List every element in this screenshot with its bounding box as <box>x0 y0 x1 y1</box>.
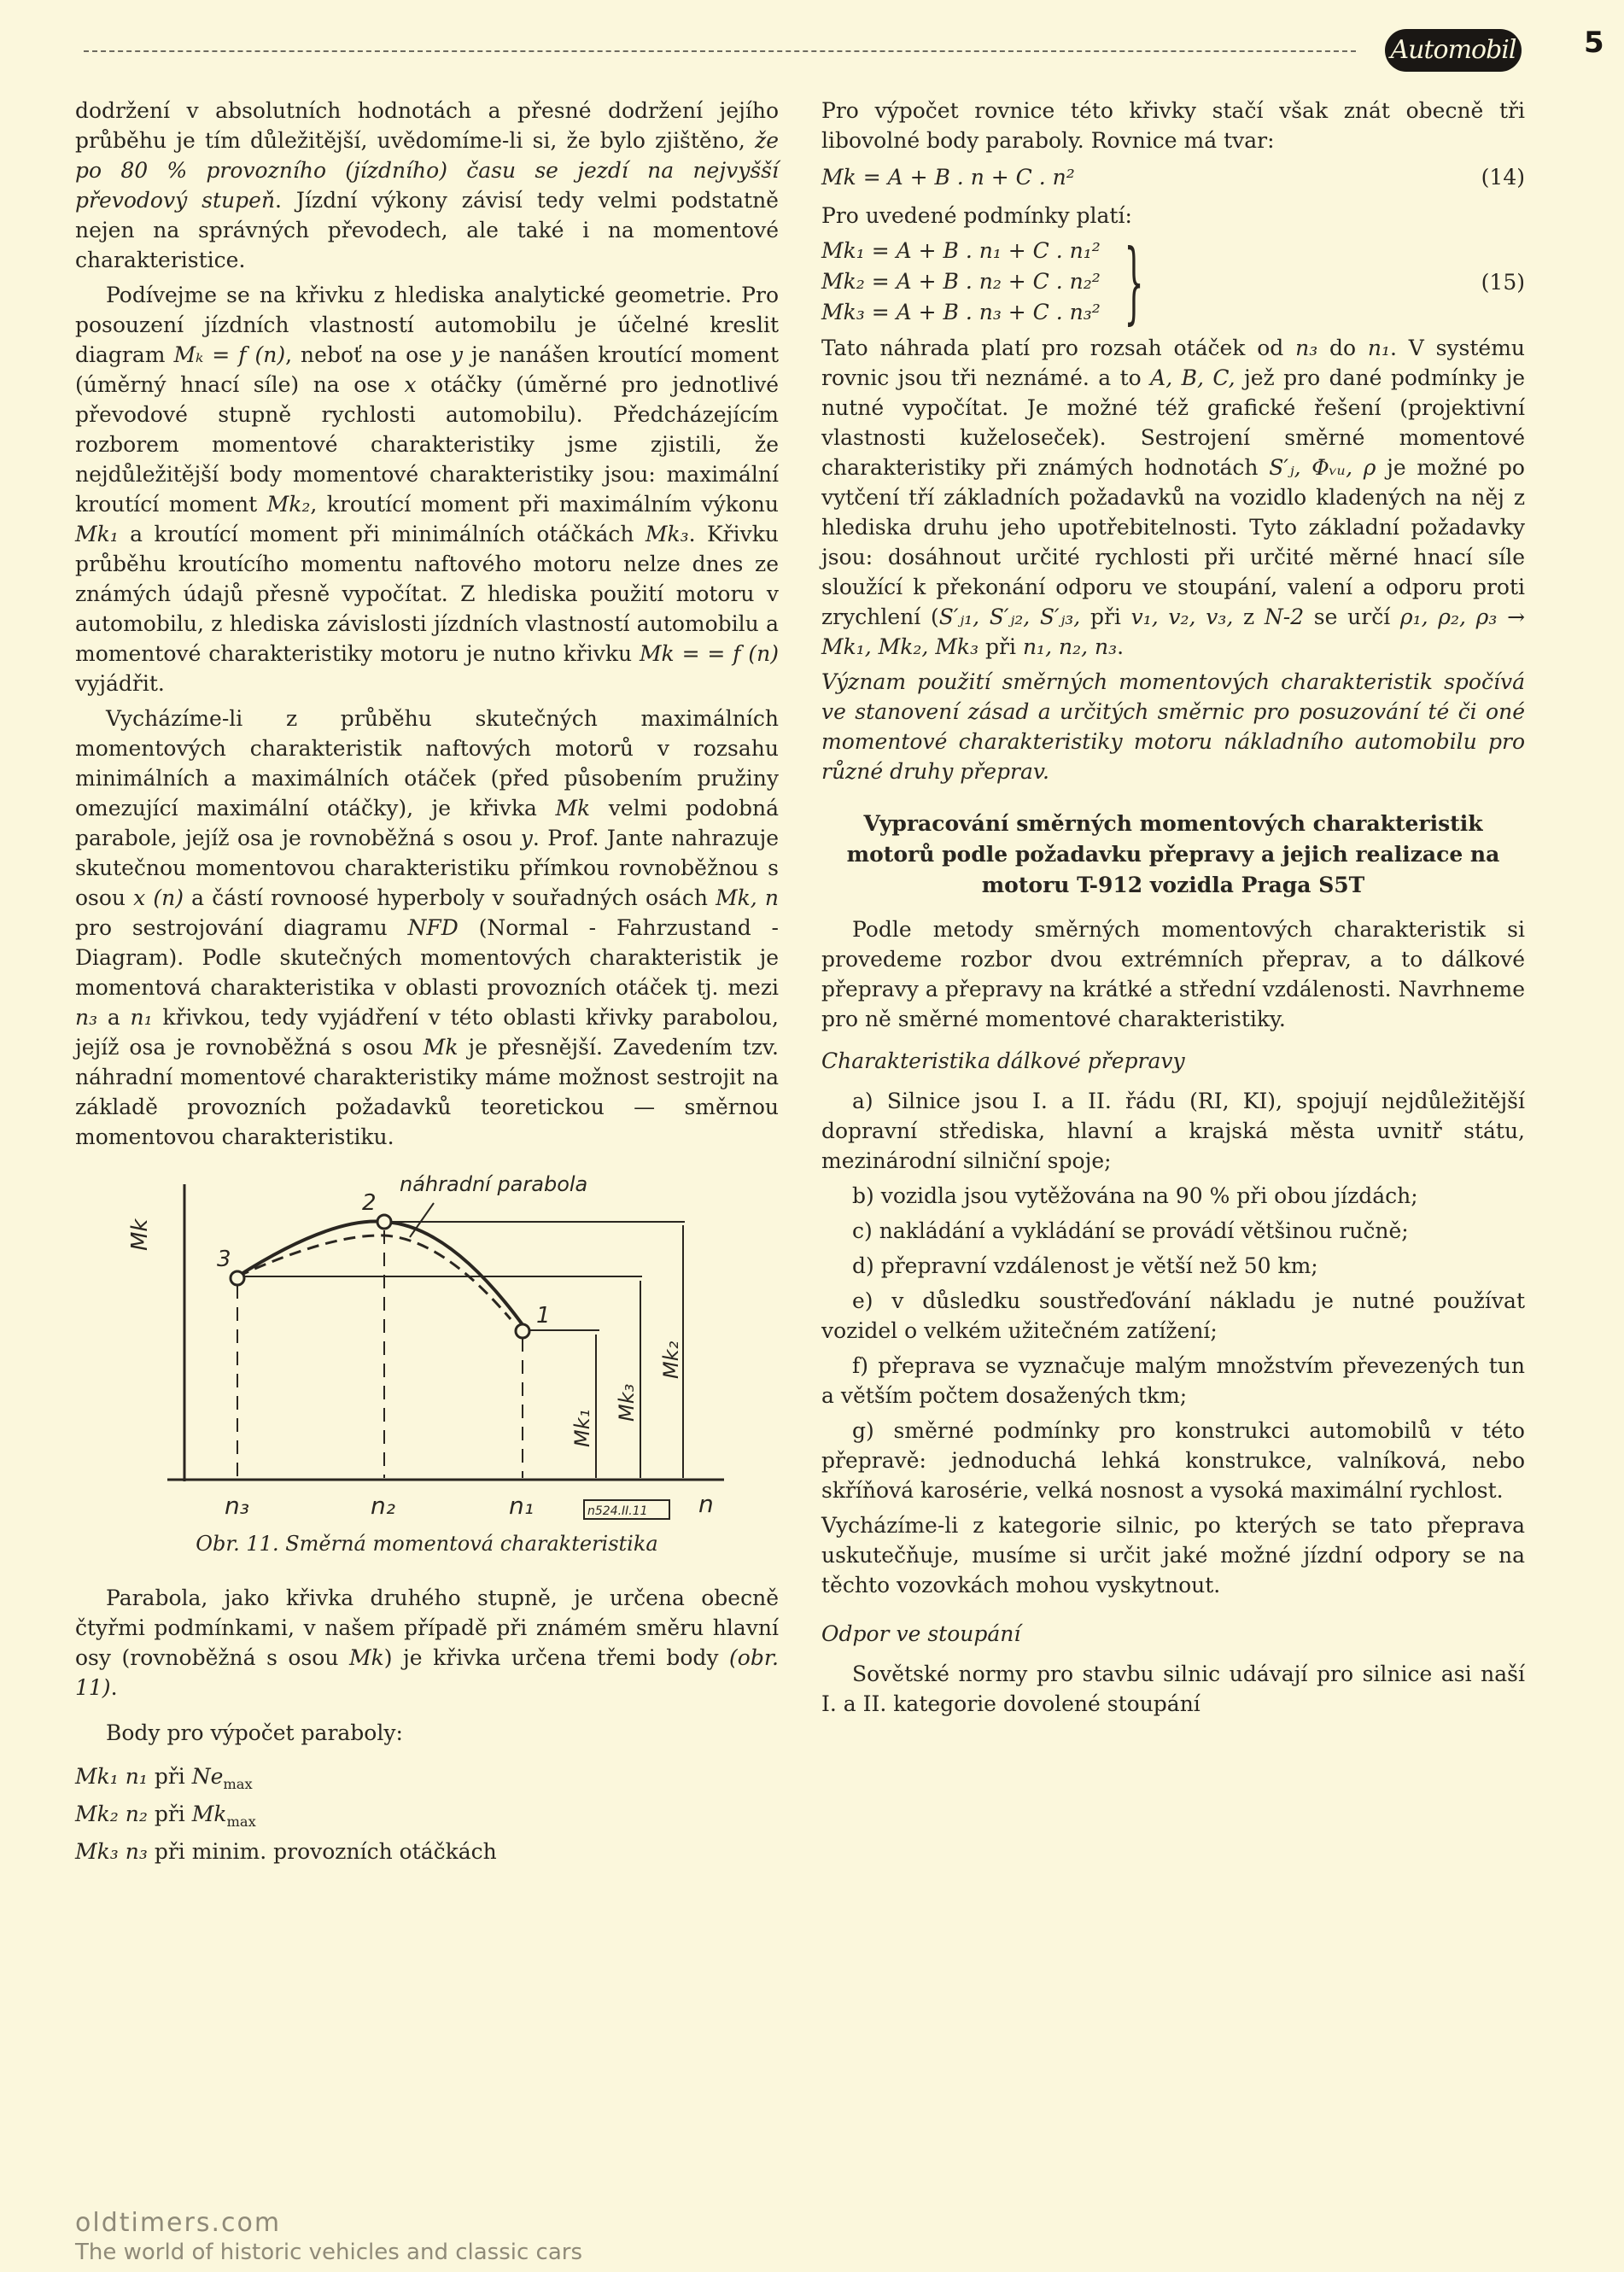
requirements-list <box>821 1086 1525 1505</box>
equation-14 <box>821 162 1525 192</box>
point-3 <box>231 1271 244 1285</box>
subheading: Charakteristika dálkové přepravy <box>821 1048 1185 1073</box>
list-item: d) přepravní vzdálenost je větší než 50 km; <box>852 1253 1318 1278</box>
list-item: c) nakládání a vykládání se provádí většinou ručně; <box>852 1218 1409 1243</box>
header-rule <box>84 50 1356 52</box>
page-number: 5 <box>1584 26 1604 60</box>
point-label-1: 1 <box>536 1303 551 1329</box>
equation-line: Mk₂ = A + B . n₂ + C . n₂² <box>821 269 1101 294</box>
paragraph: Podívejme se na křivku z hlediska analytické geometrie. Pro posouzení jízdních vlastností automobilu je účelné kreslit diagram Mₖ = f (n), neboť na ose y je nanášen kroutící moment (úměrný hnací síle) na ose x otáčky (úměrné pro jednotlivé převodové stupně rychlosti automobilu). Předcházejícím rozborem momentové charakteristiky jsme zjistili, že nejdůležitější body momentové charakteristiky jsou: maximální kroutící moment Mk₂, kroutící moment při maximálním výkonu Mk₁ a kroutící moment při minimálních otáčkách Mk₃. Křivku průběhu kroutícího momentu naftového motoru nelze dnes ze známých údajů přesně vypočítat. Z hlediska použití motoru v automobilu, z hlediska závislosti jízdních vlastností automobilu a momentové charakteristiky motoru je nutno křivku Mk = = f (n) vyjádřit. <box>75 283 780 696</box>
equation-formula: Mk = A + B . n + C . n² <box>821 165 1075 190</box>
paragraph: Parabola, jako křivka druhého stupně, je určena obecně čtyřmi podmínkami, v našem případě při známém směru hlavní osy (rovnoběžná s osou Mk) je křivka určena třemi body (obr. 11). <box>75 1586 779 1700</box>
paragraph: Podle metody směrných momentových charakteristik si provedeme rozbor dvou extrémních přeprav, a to dálkové přepravy a přepravy na krátké a střední vzdálenosti. Navrhneme pro ně směrné momentové charakteristiky. <box>821 917 1525 1031</box>
x-tick-n1: n₁ <box>509 1492 534 1520</box>
x-axis-label: n <box>698 1490 714 1518</box>
dim-label-mk3: Mk₃ <box>615 1383 639 1422</box>
watermark-tagline: The world of historic vehicles and classic cars <box>75 2240 583 2265</box>
figure-caption: Obr. 11. Směrná momentová charakteristika <box>196 1532 658 1556</box>
left-column <box>75 96 779 1866</box>
paragraph-italic: Význam použití směrných momentových charakteristik spočívá ve stanovení zásad a určitých směrnic pro posuzování té či oné momentové charakteristiky motoru nákladního automobilu pro různé druhy přeprav. <box>821 669 1525 784</box>
equation-line: Mk₁ = A + B . n₁ + C . n₁² <box>821 238 1101 263</box>
equation-number: (15) <box>1481 269 1525 295</box>
equation-number: (14) <box>1481 165 1525 190</box>
paragraph: Pro výpočet rovnice této křivky stačí však znát obecně tři libovolné body paraboly. Rovnice má tvar: <box>821 98 1525 153</box>
paragraph: Vycházíme-li z kategorie silnic, po kterých se tato přeprava uskutečňuje, musíme si určit jaké možné jízdní odpory se na těchto vozovkách mohou vyskytnout. <box>821 1513 1525 1597</box>
figure-stamp: n524.II.11 <box>587 1504 648 1518</box>
watermark <box>0 2201 1624 2272</box>
point-2 <box>377 1215 391 1229</box>
torque-curve <box>237 1222 526 1329</box>
list-item: f) přeprava se vyznačuje malým množstvím převezených tun a větším počtem dosažených tkm; <box>821 1353 1525 1408</box>
list-item: Mk₃ n₃ při minim. provozních otáčkách <box>75 1839 497 1864</box>
x-tick-n2: n₂ <box>371 1492 395 1520</box>
paragraph: dodržení v absolutních hodnotách a přesné dodržení jejího průběhu je tím důležitější, uvědomíme-li si, že bylo zjištěno, že po 80 % provozního (jízdního) času se jezdí na nejvyšší převodový stupeň. Jízdní výkony závisí tedy velmi podstatně nejen na správných převodech, ale také i na momentové charakteristice. <box>75 98 779 272</box>
brace-symbol: } <box>1124 230 1144 334</box>
watermark-site: oldtimers.com <box>75 2208 282 2238</box>
paragraph: Sovětské normy pro stavbu silnic udávají pro silnice asi naší I. a II. kategorie dovolené stoupání <box>821 1662 1525 1716</box>
subheading: Odpor ve stoupání <box>821 1621 1021 1646</box>
section-heading: Vypracování směrných momentových charakteristik motorů podle požadavku přepravy a jejich realizace na motoru T-912 vozidla Praga S5T <box>846 811 1500 897</box>
x-tick-n3: n₃ <box>225 1492 249 1520</box>
list-item: a) Silnice jsou I. a II. řádu (RI, KI), spojují nejdůležitější dopravní střediska, hlavní a krajská města uvnitř státu, mezinárodní silniční spoje; <box>821 1089 1525 1173</box>
list-item: g) směrné podmínky pro konstrukci automobilů v této přepravě: jednoduchá lehká konstrukce, valníková, nebo skříňová karosérie, velká nosnost a vysoká maximální rychlost. <box>821 1418 1525 1503</box>
list-item: Mk₂ n₂ při $Mk_{max}$ <box>75 1802 256 1830</box>
list-item: e) v důsledku soustřeďování nákladu je nutné používat vozidel o velkém užitečném zatížení; <box>821 1288 1525 1343</box>
equation-15 <box>821 230 1525 334</box>
paragraph: Vycházíme-li z průběhu skutečných maximálních momentových charakteristik naftových motorů v rozsahu minimálních a maximálních otáček (před působením pružiny omezující maximální otáčky), je křivka Mk velmi podobná parabole, jejíž osa je rovnoběžná s osou y. Prof. Jante nahrazuje skutečnou momentovou charakteristiku přímkou rovnoběžnou s osou x (n) a částí rovnoosé hyperboly v souřadných osách Mk, n pro sestrojování diagramu NFD (Normal - Fahrzustand - Diagram). Podle skutečných momentových charakteristik je momentová charakteristika v oblasti provozních otáček tj. mezi n₃ a n₁ křivkou, tedy vyjádření v této oblasti křivky parabolou, jejíž osa je rovnoběžná s osou Mk je přesnější. Zavedením tzv. náhradní momentové charakteristiky máme možnost sestrojit na základě provozních požadavků teoretickou — směrnou momentovou charakteristiku. <box>75 706 779 1149</box>
y-axis-label: Mk <box>127 1218 153 1251</box>
list-item: Mk₁ n₁ při $Ne_{max}$ <box>75 1764 253 1792</box>
annotation-label: náhradní parabola <box>400 1172 588 1196</box>
paragraph: Pro uvedené podmínky platí: <box>821 203 1132 228</box>
point-1 <box>516 1324 529 1338</box>
point-label-2: 2 <box>362 1190 377 1216</box>
equation-line: Mk₃ = A + B . n₃ + C . n₃² <box>821 300 1101 324</box>
list-item: b) vozidla jsou vytěžována na 90 % při obou jízdách; <box>852 1183 1418 1208</box>
figure-torque-characteristic <box>75 1165 779 1524</box>
paragraph: Body pro výpočet paraboly: <box>106 1720 403 1745</box>
right-column <box>821 96 1525 1724</box>
dim-label-mk1: Mk₁ <box>570 1409 594 1447</box>
automobil-logo: Automobil <box>1385 29 1522 72</box>
torque-diagram <box>75 1165 779 1524</box>
points-list <box>75 1761 779 1866</box>
dim-label-mk2: Mk₂ <box>659 1340 683 1379</box>
point-label-3: 3 <box>217 1247 231 1272</box>
paragraph: Tato náhrada platí pro rozsah otáček od n₃ do n₁. V systému rovnic jsou tři neznámé. a to A, B, C, jež pro dané podmínky je nutné vypočítat. Je možné též grafické řešení (projektivní vlastnosti kuželoseček). Sestrojení směrné momentové charakteristiky při známých hodnotách S′ⱼ, Φᵥᵤ, ρ je možné po vytčení tří základních požadavků na vozidlo kladených na něj z hlediska druhu jeho upotřebitelnosti. Tyto základní požadavky jsou: dosáhnout určité rychlosti při určité měrné hnací síle sloužící k překonání odporu ve stoupání, valení a odporu proti zrychlení (S′ⱼ₁, S′ⱼ₂, S′ⱼ₃, při v₁, v₂, v₃, z N-2 se určí ρ₁, ρ₂, ρ₃ → Mk₁, Mk₂, Mk₃ při n₁, n₂, n₃. <box>821 336 1526 659</box>
